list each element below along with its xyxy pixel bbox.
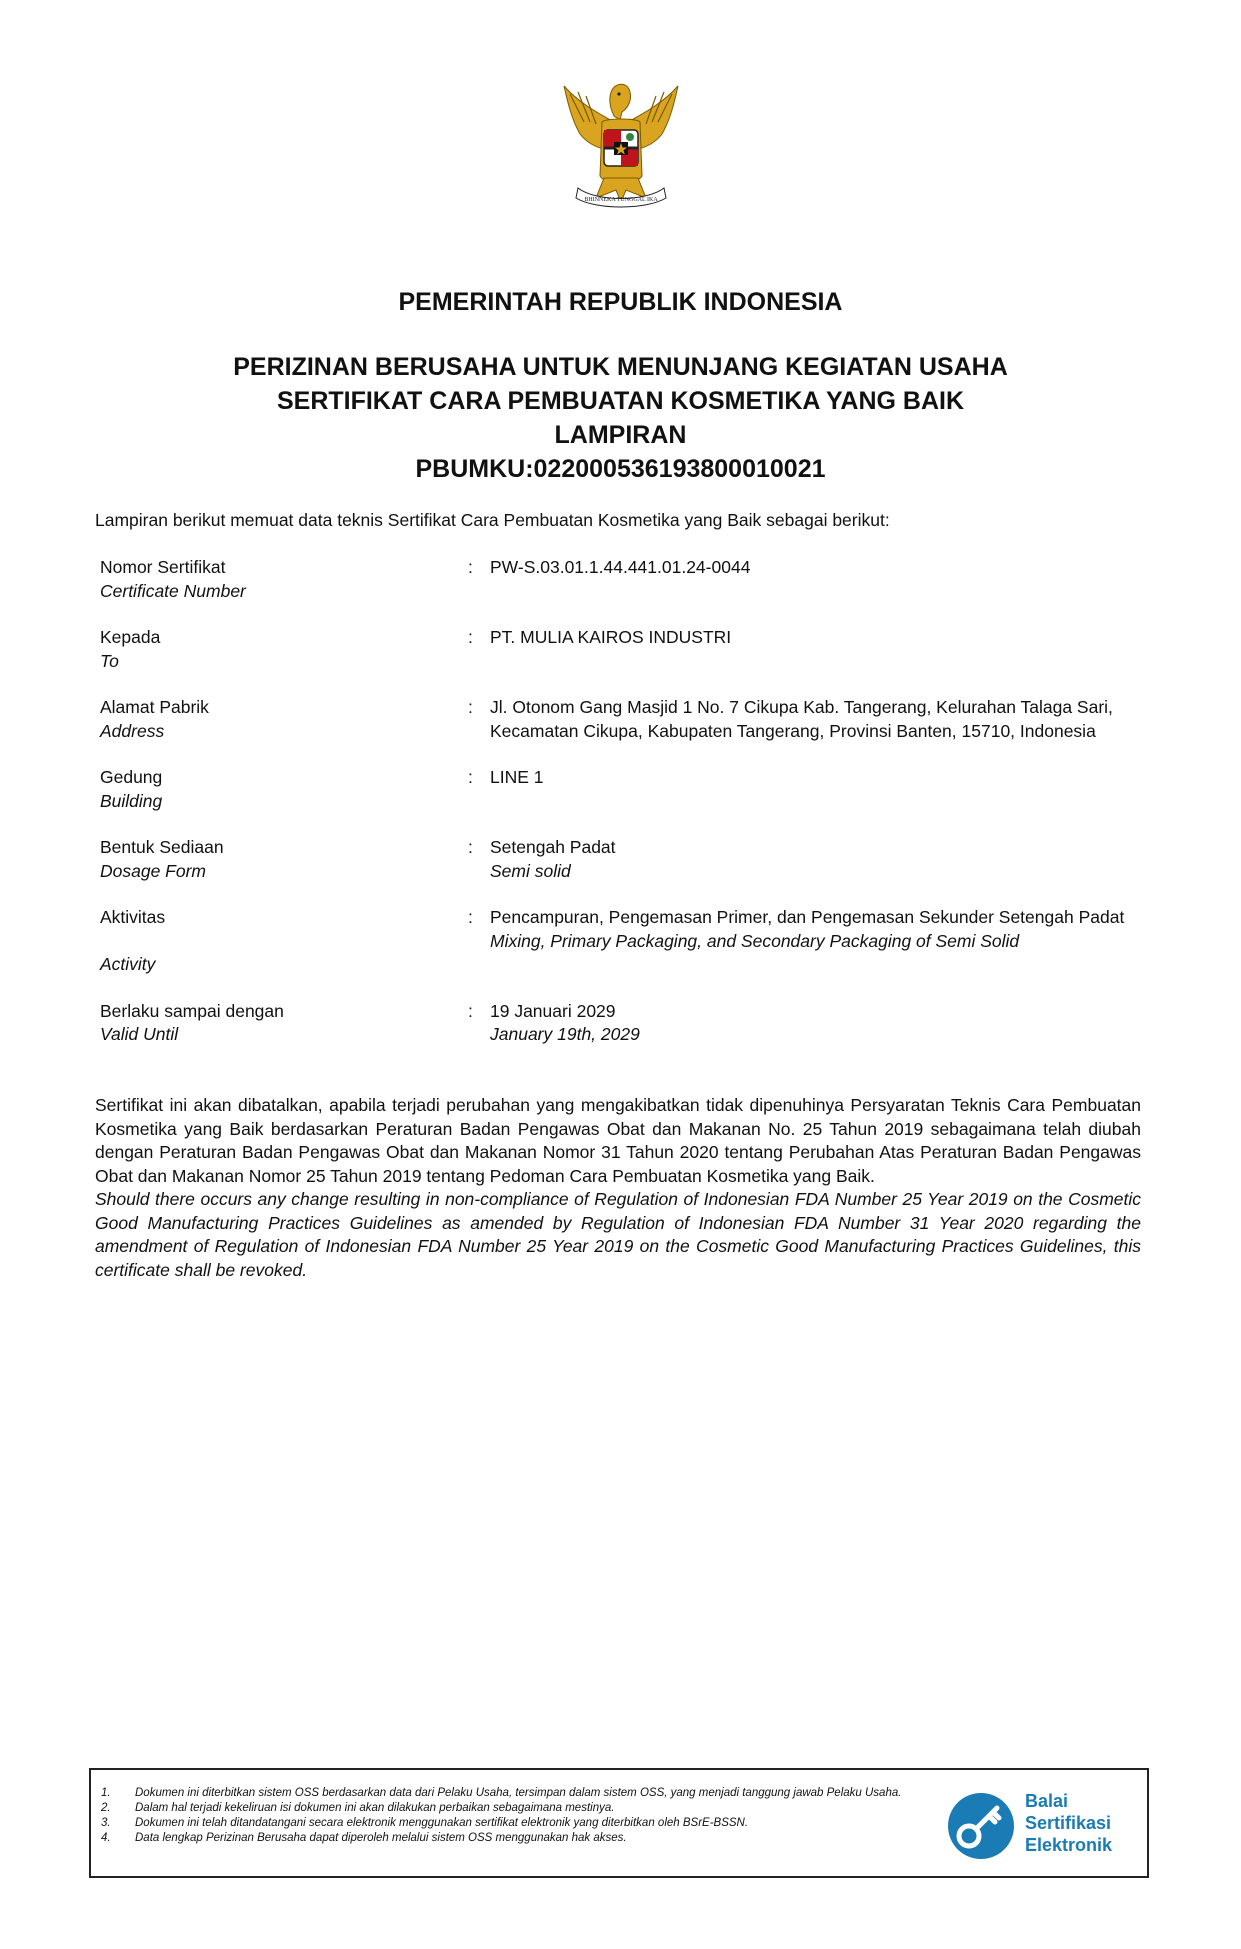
footer-notes — [101, 1786, 961, 1846]
field-activity — [100, 906, 1140, 977]
field-label-en: Valid Until — [100, 1024, 179, 1044]
revocation-text-id: Sertifikat ini akan dibatalkan, apabila terjadi perubahan yang mengakibatkan tidak dipenuhinya Persyaratan Teknis Cara Pembuatan Kosmetika yang Baik berdasarkan Peraturan Badan Pengawas Obat dan Makanan No. 25 Tahun 2019 sebagaimana telah diubah dengan Peraturan Badan Pengawas Obat dan Makanan Nomor 31 Tahun 2020 tentang Perubahan Atas Peraturan Badan Pengawas Obat dan Makanan Nomor 25 Tahun 2019 tentang Pedoman Cara Pembuatan Kosmetika yang Baik. — [95, 1095, 1141, 1186]
bsre-key-icon — [943, 1788, 1019, 1864]
footer-note — [101, 1831, 961, 1846]
footer-note — [101, 1786, 961, 1801]
field-value: PW-S.03.01.1.44.441.01.24-0044 — [490, 557, 751, 577]
footer-note — [101, 1816, 961, 1831]
field-certificate-number — [100, 556, 1140, 603]
field-value: PT. MULIA KAIROS INDUSTRI — [490, 627, 732, 647]
note-number: 3. — [101, 1817, 111, 1829]
garuda-emblem — [556, 82, 686, 210]
field-label: Gedung — [100, 767, 163, 787]
colon: : — [468, 837, 473, 857]
field-value-en: January 19th, 2029 — [490, 1024, 640, 1044]
field-label: Nomor Sertifikat — [100, 557, 226, 577]
field-to — [100, 626, 1140, 673]
field-label-en: Address — [100, 720, 165, 741]
note-number: 4. — [101, 1832, 111, 1844]
title-line: PERIZINAN BERUSAHA UNTUK MENUNJANG KEGIATAN USAHA — [233, 353, 1008, 381]
field-value: 19 Januari 2029 — [490, 1000, 616, 1021]
field-address — [100, 696, 1140, 743]
colon: : — [468, 1000, 473, 1021]
pbumku-number: PBUMKU:022000536193800010021 — [415, 455, 826, 483]
field-label: Alamat Pabrik — [100, 697, 209, 717]
field-label-en: To — [100, 650, 119, 671]
bsre-logo-line: Balai — [1025, 1791, 1069, 1811]
emblem-motto: BHINNEKA TUNGGAL IKA — [584, 197, 658, 203]
document-title — [0, 350, 1241, 486]
field-value: Setengah Padat — [490, 837, 616, 857]
field-label-en: Certificate Number — [100, 580, 246, 601]
colon: : — [468, 907, 473, 927]
field-label-en: Building — [100, 790, 163, 811]
colon: : — [468, 767, 473, 787]
field-label: Kepada — [100, 627, 161, 647]
field-dosage-form — [100, 836, 1140, 883]
technical-data-fields — [100, 556, 1140, 1070]
bsre-logo-line: Elektronik — [1025, 1835, 1113, 1855]
footer-notes-box — [89, 1768, 1149, 1878]
note-number: 2. — [101, 1802, 111, 1814]
bsre-logo-line: Sertifikasi — [1025, 1813, 1112, 1833]
field-value-en: Mixing, Primary Packaging, and Secondary Packaging of Semi Solid — [490, 930, 1020, 951]
title-line: SERTIFIKAT CARA PEMBUATAN KOSMETIKA YANG BAIK — [276, 387, 965, 415]
field-value: Jl. Otonom Gang Masjid 1 No. 7 Cikupa Kab. Tangerang, Kelurahan Talaga Sari, Kecamatan Cikupa, Kabupaten Tangerang, Provinsi Banten, 15710, Indonesia — [490, 697, 1113, 741]
note-text: Dokumen ini diterbitkan sistem OSS berdasarkan data dari Pelaku Usaha, tersimpan dalam sistem OSS, yang menjadi tanggung jawab Pelaku Usaha. — [135, 1787, 902, 1799]
note-text: Dokumen ini telah ditandatangani secara elektronik menggunakan sertifikat elektronik yang diterbitkan oleh BSrE-BSSN. — [135, 1817, 749, 1829]
revocation-text-en: Should there occurs any change resulting in non-compliance of Regulation of Indonesian FDA Number 25 Year 2019 on the Cosmetic Good Manufacturing Practices Guidelines as amended by Regulation of Indonesian FDA Number 31 Year 2020 regarding the amendment of Regulation of Indonesian FDA Number 25 Year 2019 on the Cosmetic Good Manufacturing Practices Guidelines, this certificate shall be revoked. — [95, 1189, 1141, 1280]
field-label: Berlaku sampai dengan — [100, 1000, 284, 1021]
note-text: Dalam hal terjadi kekeliruan isi dokumen ini akan dilakukan perbaikan sebagaimana mestinya. — [135, 1802, 615, 1814]
colon: : — [468, 557, 473, 577]
revocation-clause — [95, 1094, 1141, 1282]
field-label-en: Activity — [100, 954, 156, 974]
field-value: Pencampuran, Pengemasan Primer, dan Pengemasan Sekunder Setengah Padat — [490, 907, 1125, 927]
title-line: LAMPIRAN — [554, 421, 687, 449]
field-label: Bentuk Sediaan — [100, 837, 224, 857]
intro-text: Lampiran berikut memuat data teknis Sertifikat Cara Pembuatan Kosmetika yang Baik sebagai berikut: — [95, 510, 890, 530]
field-label-en: Dosage Form — [100, 860, 207, 881]
field-value: LINE 1 — [490, 767, 544, 787]
note-text: Data lengkap Perizinan Berusaha dapat diperoleh melalui sistem OSS menggunakan hak akses. — [135, 1832, 627, 1844]
government-title: PEMERINTAH REPUBLIK INDONESIA — [398, 288, 843, 316]
colon: : — [468, 697, 473, 717]
footer-note — [101, 1801, 961, 1816]
colon: : — [468, 627, 473, 647]
field-value-en: Semi solid — [490, 860, 571, 881]
field-label: Aktivitas — [100, 907, 166, 927]
field-building — [100, 766, 1140, 813]
note-number: 1. — [101, 1787, 111, 1799]
field-valid-until — [100, 1000, 1140, 1047]
bsre-logo — [943, 1788, 1143, 1864]
